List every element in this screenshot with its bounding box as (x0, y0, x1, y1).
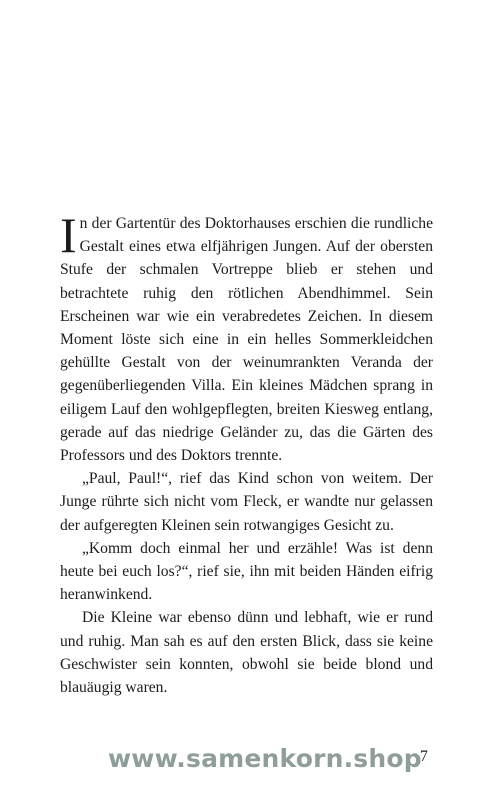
paragraph-1 (60, 207, 433, 467)
paragraph-1-text: n der Gartentür des Doktorhauses erschien die rundliche Gestalt eines etwa elfjährigen Jungen. Auf der obersten Stufe der schmalen Vortreppe blieb er stehen und betrachtete ruhig den rötlichen Abendhimmel. Sein Erscheinen war wie ein verabredetes Zeichen. In diesem Moment löste sich eine in ein helles Sommerkleidchen gehüllte Gestalt von der weinumrankten Veranda der gegenüberliegenden Villa. Ein kleines Mädchen sprang in eiligem Lauf den wohlgepflegten, breiten Kiesweg entlang, gerade auf das niedrige Geländer zu, das die Gärten des Professors und des Doktors trennte. (60, 215, 433, 465)
paragraph-3: „Komm doch einmal her und erzähle! Was ist denn heute bei euch los?“, rief sie, ihn mit beiden Händen eifrig heranwinkend. (60, 539, 433, 604)
drop-cap: I (60, 207, 77, 263)
paragraph-2: „Paul, Paul!“, rief das Kind schon von weitem. Der Junge rührte sich nicht vom Fleck, er wandte nur gelassen der aufgeregten Kleinen sein rotwangiges Gesicht zu. (60, 470, 433, 534)
body-text (60, 207, 433, 699)
paragraph-4: Die Kleine war ebenso dünn und lebhaft, wie er rund und ruhig. Man sah es auf den ersten Blick, dass sie keine Geschwister sein konnten, obwohl sie beide blond und blauäugig waren. (60, 609, 433, 697)
page-number: 7 (420, 748, 428, 765)
watermark-url: www.samenkorn.shop (108, 744, 422, 773)
